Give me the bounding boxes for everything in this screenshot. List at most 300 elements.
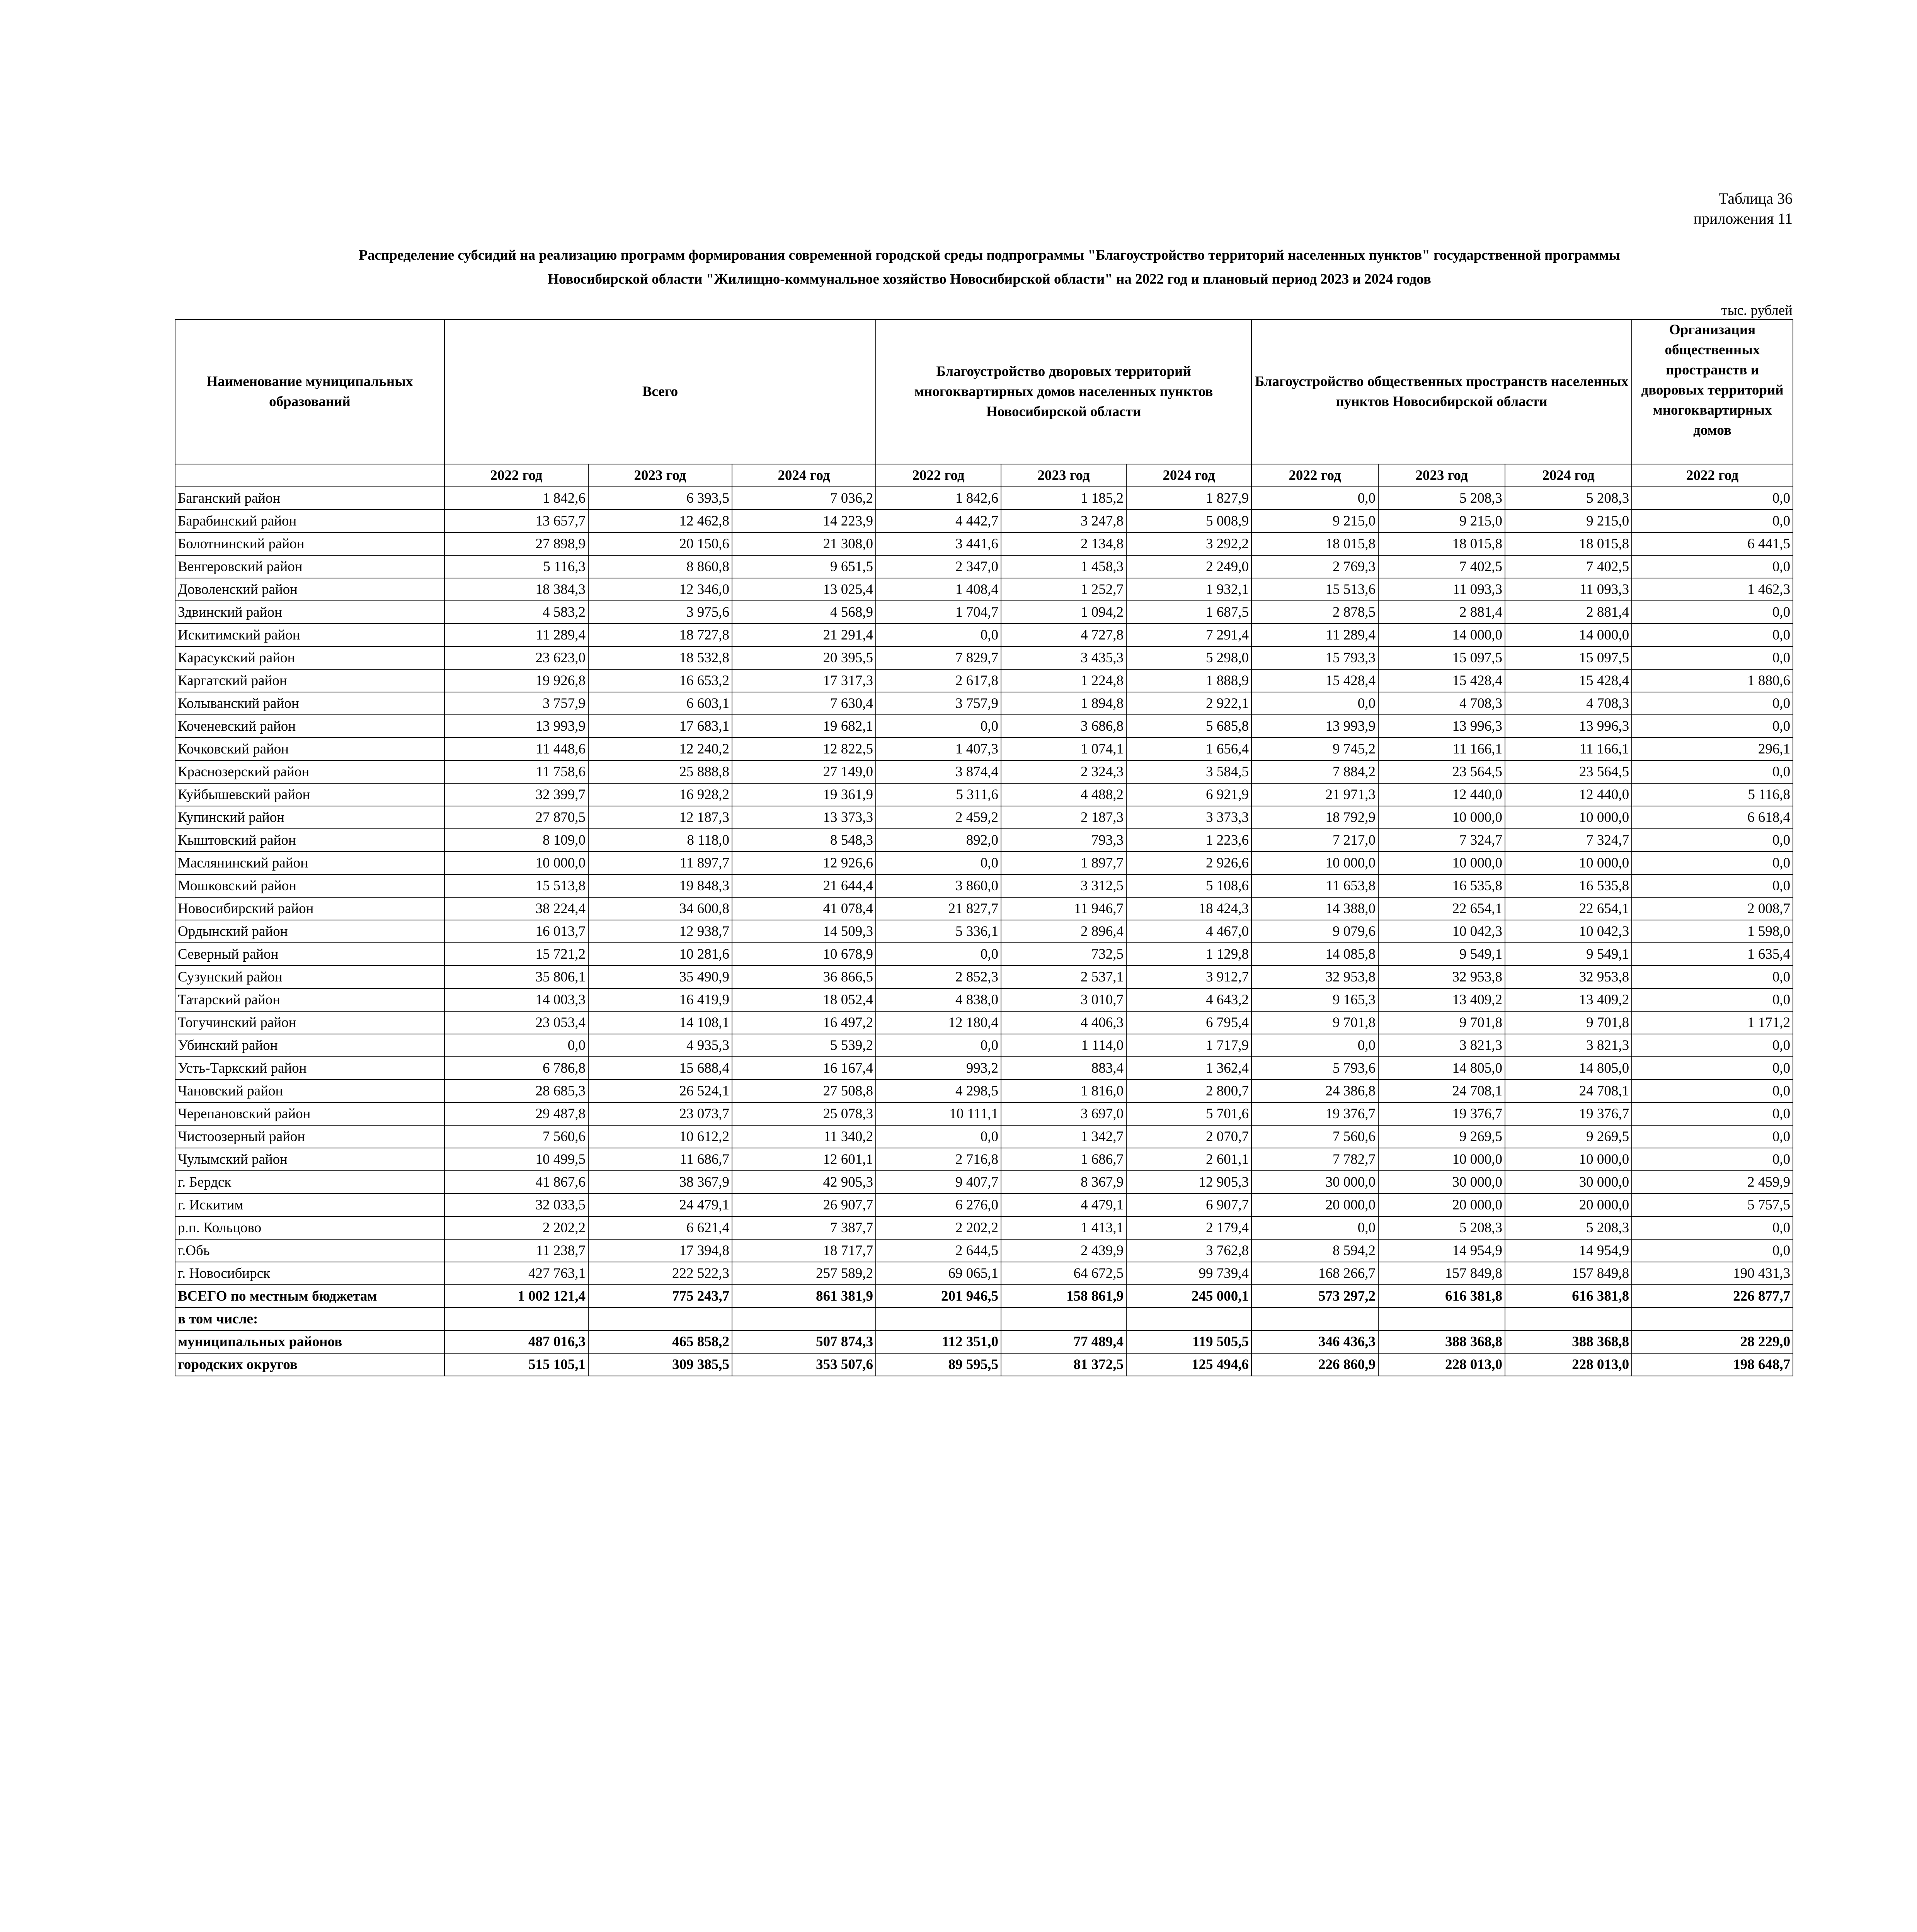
value-cell: 22 654,1: [1378, 897, 1505, 920]
row-label: Колыванский район: [175, 692, 444, 715]
value-cell: 11 340,2: [732, 1125, 876, 1148]
value-cell: 222 522,3: [588, 1262, 732, 1285]
value-cell: 0,0: [876, 624, 1001, 646]
value-cell: 15 428,4: [1378, 669, 1505, 692]
value-cell: 42 905,3: [732, 1171, 876, 1194]
value-cell: 3 312,5: [1001, 874, 1126, 897]
value-cell: 3 912,7: [1126, 966, 1251, 988]
value-cell: 18 015,8: [1505, 532, 1632, 555]
value-cell: 2 644,5: [876, 1239, 1001, 1262]
group-header-organization: Организация общественных пространств и дворовых территорий многоквартирных домов: [1632, 320, 1793, 464]
table-row: [175, 692, 1793, 715]
value-cell: 112 351,0: [876, 1330, 1001, 1353]
row-label: муниципальных районов: [175, 1330, 444, 1353]
value-cell: 0,0: [1632, 988, 1793, 1011]
value-cell: 4 406,3: [1001, 1011, 1126, 1034]
value-cell: 1 129,8: [1126, 943, 1251, 966]
value-cell: 7 324,7: [1378, 829, 1505, 852]
row-label: Каргатский район: [175, 669, 444, 692]
value-cell: 9 651,5: [732, 555, 876, 578]
table-row: [175, 669, 1793, 692]
value-cell: 1 598,0: [1632, 920, 1793, 943]
value-cell: 6 603,1: [588, 692, 732, 715]
value-cell: 27 149,0: [732, 760, 876, 783]
value-cell: 11 166,1: [1505, 738, 1632, 760]
value-cell: 15 688,4: [588, 1057, 732, 1080]
value-cell: 3 874,4: [876, 760, 1001, 783]
value-cell: 18 015,8: [1378, 532, 1505, 555]
value-cell: 198 648,7: [1632, 1353, 1793, 1376]
value-cell: 12 180,4: [876, 1011, 1001, 1034]
value-cell: 9 215,0: [1251, 510, 1378, 532]
value-cell: 0,0: [1632, 555, 1793, 578]
value-cell: 10 000,0: [444, 852, 588, 874]
value-cell: 3 821,3: [1505, 1034, 1632, 1057]
value-cell: 7 324,7: [1505, 829, 1632, 852]
year-header: 2024 год: [732, 464, 876, 487]
value-cell: 3 697,0: [1001, 1102, 1126, 1125]
value-cell: 14 954,9: [1378, 1239, 1505, 1262]
value-cell: 13 996,3: [1378, 715, 1505, 738]
value-cell: 15 793,3: [1251, 646, 1378, 669]
value-cell: 11 093,3: [1505, 578, 1632, 601]
value-cell: 14 085,8: [1251, 943, 1378, 966]
row-label: Баганский район: [175, 487, 444, 510]
value-cell: 0,0: [1632, 1034, 1793, 1057]
value-cell: 3 441,6: [876, 532, 1001, 555]
row-label: Чановский район: [175, 1080, 444, 1102]
table-row: [175, 555, 1793, 578]
year-header: 2022 год: [1251, 464, 1378, 487]
value-cell: 4 643,2: [1126, 988, 1251, 1011]
value-cell: 2 800,7: [1126, 1080, 1251, 1102]
row-label: г. Искитим: [175, 1194, 444, 1216]
value-cell: 14 388,0: [1251, 897, 1378, 920]
value-cell: 9 549,1: [1378, 943, 1505, 966]
value-cell: 17 317,3: [732, 669, 876, 692]
value-cell: 0,0: [1632, 1216, 1793, 1239]
value-cell: 14 000,0: [1505, 624, 1632, 646]
empty-cell: [876, 1308, 1001, 1330]
value-cell: 2 324,3: [1001, 760, 1126, 783]
value-cell: 7 630,4: [732, 692, 876, 715]
value-cell: 15 097,5: [1378, 646, 1505, 669]
value-cell: 5 685,8: [1126, 715, 1251, 738]
row-label: г.Обь: [175, 1239, 444, 1262]
value-cell: 19 361,9: [732, 783, 876, 806]
value-cell: 3 010,7: [1001, 988, 1126, 1011]
value-cell: 158 861,9: [1001, 1285, 1126, 1308]
value-cell: 34 600,8: [588, 897, 732, 920]
value-cell: 81 372,5: [1001, 1353, 1126, 1376]
table-row: [175, 852, 1793, 874]
value-cell: 388 368,8: [1378, 1330, 1505, 1353]
value-cell: 2 134,8: [1001, 532, 1126, 555]
table-row: [175, 1125, 1793, 1148]
value-cell: 12 926,6: [732, 852, 876, 874]
value-cell: 38 367,9: [588, 1171, 732, 1194]
group-header-total: Всего: [444, 320, 876, 464]
row-label: Доволенский район: [175, 578, 444, 601]
value-cell: 0,0: [1632, 760, 1793, 783]
row-label: Карасукский район: [175, 646, 444, 669]
row-label: Черепановский район: [175, 1102, 444, 1125]
value-cell: 15 513,6: [1251, 578, 1378, 601]
value-cell: 4 708,3: [1505, 692, 1632, 715]
value-cell: 1 816,0: [1001, 1080, 1126, 1102]
value-cell: 1 842,6: [444, 487, 588, 510]
empty-cell: [1505, 1308, 1632, 1330]
total-row: [175, 1285, 1793, 1308]
value-cell: 2 881,4: [1378, 601, 1505, 624]
table-row: [175, 829, 1793, 852]
value-cell: 2 769,3: [1251, 555, 1378, 578]
value-cell: 1 687,5: [1126, 601, 1251, 624]
value-cell: 10 042,3: [1378, 920, 1505, 943]
value-cell: 14 108,1: [588, 1011, 732, 1034]
value-cell: 2 070,7: [1126, 1125, 1251, 1148]
value-cell: 11 686,7: [588, 1148, 732, 1171]
value-cell: 12 440,0: [1505, 783, 1632, 806]
value-cell: 6 393,5: [588, 487, 732, 510]
value-cell: 0,0: [1251, 692, 1378, 715]
value-cell: 1 074,1: [1001, 738, 1126, 760]
value-cell: 18 792,9: [1251, 806, 1378, 829]
value-cell: 19 926,8: [444, 669, 588, 692]
year-header: 2023 год: [588, 464, 732, 487]
value-cell: 4 568,9: [732, 601, 876, 624]
value-cell: 41 078,4: [732, 897, 876, 920]
value-cell: 4 488,2: [1001, 783, 1126, 806]
table-row: [175, 988, 1793, 1011]
value-cell: 1 171,2: [1632, 1011, 1793, 1034]
value-cell: 10 000,0: [1505, 806, 1632, 829]
value-cell: 1 458,3: [1001, 555, 1126, 578]
value-cell: 732,5: [1001, 943, 1126, 966]
year-header: 2024 год: [1126, 464, 1251, 487]
value-cell: 23 073,7: [588, 1102, 732, 1125]
row-label: Здвинский район: [175, 601, 444, 624]
value-cell: 24 708,1: [1505, 1080, 1632, 1102]
value-cell: 24 479,1: [588, 1194, 732, 1216]
value-cell: 8 109,0: [444, 829, 588, 852]
value-cell: 1 635,4: [1632, 943, 1793, 966]
table-row: [175, 1034, 1793, 1057]
municipal-districts-row: [175, 1330, 1793, 1353]
value-cell: 3 762,8: [1126, 1239, 1251, 1262]
value-cell: 507 874,3: [732, 1330, 876, 1353]
row-label: Куйбышевский район: [175, 783, 444, 806]
value-cell: 18 717,7: [732, 1239, 876, 1262]
value-cell: 30 000,0: [1378, 1171, 1505, 1194]
value-cell: 1 413,1: [1001, 1216, 1126, 1239]
value-cell: 16 167,4: [732, 1057, 876, 1080]
value-cell: 26 907,7: [732, 1194, 876, 1216]
table-row: [175, 806, 1793, 829]
value-cell: 19 376,7: [1378, 1102, 1505, 1125]
row-label: Маслянинский район: [175, 852, 444, 874]
table-row: [175, 1194, 1793, 1216]
value-cell: 16 653,2: [588, 669, 732, 692]
table-row: [175, 943, 1793, 966]
value-cell: 12 346,0: [588, 578, 732, 601]
value-cell: 23 564,5: [1505, 760, 1632, 783]
value-cell: 7 560,6: [1251, 1125, 1378, 1148]
including-row: [175, 1308, 1793, 1330]
value-cell: 19 376,7: [1251, 1102, 1378, 1125]
value-cell: 13 025,4: [732, 578, 876, 601]
value-cell: 1 656,4: [1126, 738, 1251, 760]
value-cell: 7 217,0: [1251, 829, 1378, 852]
value-cell: 2 347,0: [876, 555, 1001, 578]
value-cell: 3 757,9: [876, 692, 1001, 715]
value-cell: 11 289,4: [444, 624, 588, 646]
value-cell: 13 657,7: [444, 510, 588, 532]
value-cell: 5 208,3: [1378, 1216, 1505, 1239]
value-cell: 3 757,9: [444, 692, 588, 715]
value-cell: 11 758,6: [444, 760, 588, 783]
value-cell: 3 247,8: [1001, 510, 1126, 532]
value-cell: 21 308,0: [732, 532, 876, 555]
value-cell: 119 505,5: [1126, 1330, 1251, 1353]
value-cell: 11 653,8: [1251, 874, 1378, 897]
row-label: Барабинский район: [175, 510, 444, 532]
value-cell: 6 621,4: [588, 1216, 732, 1239]
value-cell: 4 583,2: [444, 601, 588, 624]
value-cell: 20 395,5: [732, 646, 876, 669]
value-cell: 2 601,1: [1126, 1148, 1251, 1171]
value-cell: 0,0: [1632, 601, 1793, 624]
value-cell: 2 716,8: [876, 1148, 1001, 1171]
value-cell: 2 249,0: [1126, 555, 1251, 578]
value-cell: 5 311,6: [876, 783, 1001, 806]
value-cell: 35 806,1: [444, 966, 588, 988]
value-cell: 0,0: [1632, 487, 1793, 510]
value-cell: 9 215,0: [1378, 510, 1505, 532]
value-cell: 21 291,4: [732, 624, 876, 646]
value-cell: 4 727,8: [1001, 624, 1126, 646]
value-cell: 5 208,3: [1505, 1216, 1632, 1239]
value-cell: 11 897,7: [588, 852, 732, 874]
row-label: Сузунский район: [175, 966, 444, 988]
value-cell: 30 000,0: [1505, 1171, 1632, 1194]
value-cell: 69 065,1: [876, 1262, 1001, 1285]
value-cell: 24 386,8: [1251, 1080, 1378, 1102]
value-cell: 9 269,5: [1505, 1125, 1632, 1148]
table-row: [175, 532, 1793, 555]
value-cell: 5 208,3: [1505, 487, 1632, 510]
value-cell: 1 002 121,4: [444, 1285, 588, 1308]
value-cell: 1 686,7: [1001, 1148, 1126, 1171]
value-cell: 10 000,0: [1505, 1148, 1632, 1171]
row-label: Купинский район: [175, 806, 444, 829]
row-label: Убинский район: [175, 1034, 444, 1057]
value-cell: 9 745,2: [1251, 738, 1378, 760]
group-header-public-spaces: Благоустройство общественных пространств населенных пунктов Новосибирской области: [1251, 320, 1632, 464]
value-cell: 15 428,4: [1505, 669, 1632, 692]
row-label: Усть-Таркский район: [175, 1057, 444, 1080]
row-label: Болотнинский район: [175, 532, 444, 555]
value-cell: 23 623,0: [444, 646, 588, 669]
year-header: 2023 год: [1378, 464, 1505, 487]
value-cell: 27 898,9: [444, 532, 588, 555]
value-cell: 1 827,9: [1126, 487, 1251, 510]
value-cell: 257 589,2: [732, 1262, 876, 1285]
value-cell: 10 612,2: [588, 1125, 732, 1148]
value-cell: 0,0: [1632, 646, 1793, 669]
value-cell: 7 402,5: [1378, 555, 1505, 578]
value-cell: 21 644,4: [732, 874, 876, 897]
value-cell: 0,0: [1632, 852, 1793, 874]
year-header: 2022 год: [876, 464, 1001, 487]
value-cell: 3 975,6: [588, 601, 732, 624]
value-cell: 11 946,7: [1001, 897, 1126, 920]
value-cell: 10 000,0: [1505, 852, 1632, 874]
value-cell: 28 685,3: [444, 1080, 588, 1102]
value-cell: 16 928,2: [588, 783, 732, 806]
value-cell: 2 202,2: [444, 1216, 588, 1239]
title-line-1: Распределение субсидий на реализацию программ формирования современной городской среды подпрограммы "Благоустройство территорий населенных пунктов" государственной программы: [359, 247, 1620, 263]
value-cell: 9 269,5: [1378, 1125, 1505, 1148]
value-cell: 19 376,7: [1505, 1102, 1632, 1125]
table-row: [175, 760, 1793, 783]
value-cell: 6 441,5: [1632, 532, 1793, 555]
value-cell: 0,0: [1251, 487, 1378, 510]
value-cell: 0,0: [1632, 874, 1793, 897]
table-row: [175, 966, 1793, 988]
value-cell: 2 179,4: [1126, 1216, 1251, 1239]
value-cell: 19 682,1: [732, 715, 876, 738]
row-label: Ордынский район: [175, 920, 444, 943]
value-cell: 388 368,8: [1505, 1330, 1632, 1353]
value-cell: 5 298,0: [1126, 646, 1251, 669]
value-cell: 28 229,0: [1632, 1330, 1793, 1353]
value-cell: 0,0: [1632, 966, 1793, 988]
row-label: Кыштовский район: [175, 829, 444, 852]
table-row: [175, 624, 1793, 646]
value-cell: 21 827,7: [876, 897, 1001, 920]
value-cell: 0,0: [876, 715, 1001, 738]
value-cell: 0,0: [1632, 829, 1793, 852]
value-cell: 7 560,6: [444, 1125, 588, 1148]
value-cell: 19 848,3: [588, 874, 732, 897]
value-cell: 515 105,1: [444, 1353, 588, 1376]
row-label: Тогучинский район: [175, 1011, 444, 1034]
value-cell: 1 362,4: [1126, 1057, 1251, 1080]
value-cell: 1 932,1: [1126, 578, 1251, 601]
empty-cell: [732, 1308, 876, 1330]
value-cell: 10 000,0: [1378, 806, 1505, 829]
row-label: ВСЕГО по местным бюджетам: [175, 1285, 444, 1308]
value-cell: 18 727,8: [588, 624, 732, 646]
value-cell: 2 896,4: [1001, 920, 1126, 943]
value-cell: 5 116,8: [1632, 783, 1793, 806]
table-row: [175, 715, 1793, 738]
value-cell: 0,0: [1632, 510, 1793, 532]
table-row: [175, 1148, 1793, 1171]
value-cell: 0,0: [876, 1034, 1001, 1057]
value-cell: 15 097,5: [1505, 646, 1632, 669]
value-cell: 64 672,5: [1001, 1262, 1126, 1285]
value-cell: 9 701,8: [1505, 1011, 1632, 1034]
value-cell: 10 000,0: [1378, 1148, 1505, 1171]
value-cell: 7 884,2: [1251, 760, 1378, 783]
table-row: [175, 487, 1793, 510]
value-cell: 18 052,4: [732, 988, 876, 1011]
value-cell: 8 860,8: [588, 555, 732, 578]
value-cell: 5 008,9: [1126, 510, 1251, 532]
value-cell: 775 243,7: [588, 1285, 732, 1308]
value-cell: 1 185,2: [1001, 487, 1126, 510]
table-row: [175, 874, 1793, 897]
group-header-yards: Благоустройство дворовых территорий многоквартирных домов населенных пунктов Новосибирской области: [876, 320, 1251, 464]
value-cell: 1 408,4: [876, 578, 1001, 601]
value-cell: 15 513,8: [444, 874, 588, 897]
value-cell: 14 805,0: [1378, 1057, 1505, 1080]
value-cell: 0,0: [876, 1125, 1001, 1148]
value-cell: 10 678,9: [732, 943, 876, 966]
value-cell: 1 224,8: [1001, 669, 1126, 692]
table-row: [175, 1057, 1793, 1080]
value-cell: 14 000,0: [1378, 624, 1505, 646]
value-cell: 5 539,2: [732, 1034, 876, 1057]
table-row: [175, 1171, 1793, 1194]
value-cell: 2 439,9: [1001, 1239, 1126, 1262]
value-cell: 0,0: [1632, 624, 1793, 646]
value-cell: 23 564,5: [1378, 760, 1505, 783]
value-cell: 13 993,9: [444, 715, 588, 738]
value-cell: 12 601,1: [732, 1148, 876, 1171]
value-cell: 2 922,1: [1126, 692, 1251, 715]
value-cell: 7 036,2: [732, 487, 876, 510]
value-cell: 10 042,3: [1505, 920, 1632, 943]
value-cell: 27 870,5: [444, 806, 588, 829]
year-header: 2023 год: [1001, 464, 1126, 487]
value-cell: 0,0: [876, 943, 1001, 966]
value-cell: 10 281,6: [588, 943, 732, 966]
value-cell: 4 467,0: [1126, 920, 1251, 943]
empty-cell: [444, 1308, 588, 1330]
row-label: Коченевский район: [175, 715, 444, 738]
row-label: г. Бердск: [175, 1171, 444, 1194]
value-cell: 25 888,8: [588, 760, 732, 783]
row-label: Чистоозерный район: [175, 1125, 444, 1148]
value-cell: 6 618,4: [1632, 806, 1793, 829]
value-cell: 3 292,2: [1126, 532, 1251, 555]
value-cell: 1 094,2: [1001, 601, 1126, 624]
value-cell: 14 954,9: [1505, 1239, 1632, 1262]
value-cell: 353 507,6: [732, 1353, 876, 1376]
value-cell: 465 858,2: [588, 1330, 732, 1353]
value-cell: 77 489,4: [1001, 1330, 1126, 1353]
value-cell: 11 238,7: [444, 1239, 588, 1262]
table-row: [175, 1239, 1793, 1262]
column-header-name: Наименование муниципальных образований: [175, 320, 444, 464]
value-cell: 12 822,5: [732, 738, 876, 760]
table-row: [175, 897, 1793, 920]
urban-districts-row: [175, 1353, 1793, 1376]
value-cell: 16 497,2: [732, 1011, 876, 1034]
table-row: [175, 1102, 1793, 1125]
appendix-number: приложения 11: [1693, 210, 1793, 227]
value-cell: 245 000,1: [1126, 1285, 1251, 1308]
value-cell: 10 499,5: [444, 1148, 588, 1171]
value-cell: 228 013,0: [1505, 1353, 1632, 1376]
value-cell: 4 298,5: [876, 1080, 1001, 1102]
value-cell: 7 387,7: [732, 1216, 876, 1239]
value-cell: 11 166,1: [1378, 738, 1505, 760]
value-cell: 14 805,0: [1505, 1057, 1632, 1080]
